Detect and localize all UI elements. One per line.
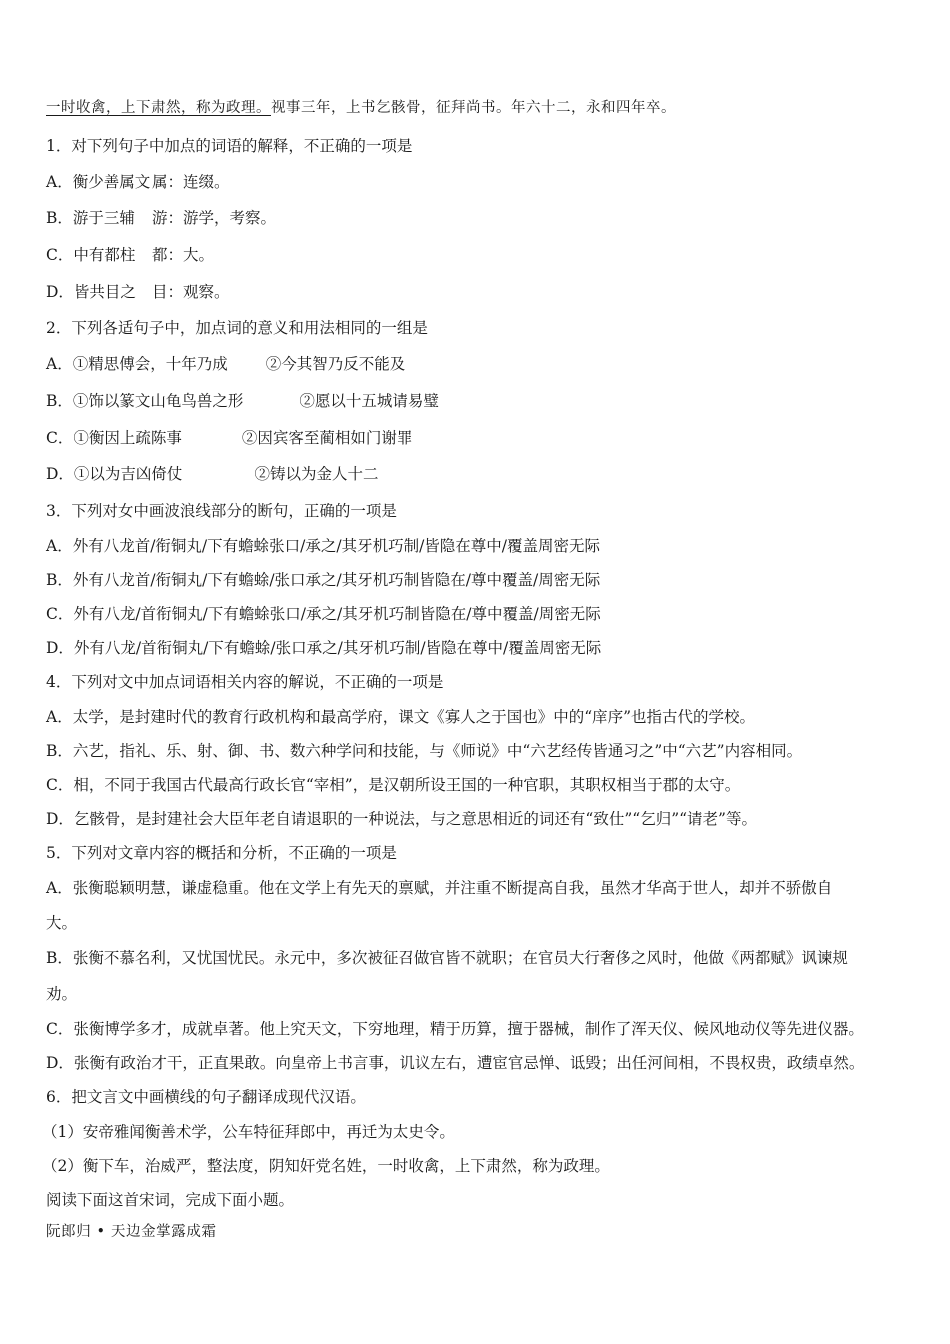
q1-option-a [46, 172, 230, 192]
q2-option-first: A．①精思傅会，十年乃成 [46, 355, 228, 373]
q6-stem: 6．把文言文中画横线的句子翻译成现代汉语。 [46, 1088, 366, 1106]
q1-option-gloss: 属：连缀。 [152, 173, 230, 191]
q4-option-b: B．六艺，指礼、乐、射、御、书、数六种学问和技能，与《师说》中“六艺经传皆通习之”中“六艺”内容相同。 [46, 742, 803, 760]
q1-option-gloss: 目：观察。 [152, 283, 230, 301]
q2-stem: 2．下列各适句子中，加点词的意义和用法相同的一组是 [46, 319, 428, 337]
q5-option-b-line2: 劝。 [46, 985, 78, 1003]
q2-option-second: ②因宾客至蔺相如门谢罪 [241, 429, 413, 447]
q2-option-d [46, 464, 378, 484]
q2-option-second: ②今其智乃反不能及 [265, 355, 406, 373]
q3-option-a: A．外有八龙首/衔铜丸/下有蟾蜍张口/承之/其牙机巧制/皆隐在尊中/覆盖周密无际 [46, 537, 601, 555]
reading-instruction: 阅读下面这首宋词，完成下面小题。 [46, 1191, 295, 1209]
q3-option-b: B．外有八龙首/衔铜丸/下有蟾蜍/张口承之/其牙机巧制皆隐在/尊中覆盖/周密无际 [46, 571, 601, 589]
q4-stem: 4．下列对文中加点词语相关内容的解说，不正确的一项是 [46, 673, 444, 691]
q4-option-c: C．相，不同于我国古代最高行政长官“宰相”，是汉朝所设王国的一种官职，其职权相当于郡的太守。 [46, 776, 741, 794]
intro-underlined-sentence: 一时收禽，上下肃然，称为政理。 [46, 100, 271, 116]
q6-sentence-1: （1）安帝雅闻衡善术学，公车特征拜郎中，再迁为太史令。 [42, 1123, 455, 1141]
q2-option-second: ②愿以十五城请易璧 [299, 392, 439, 410]
q1-stem: 1．对下列句子中加点的词语的解释，不正确的一项是 [46, 137, 413, 155]
q1-option-gloss: 都：大。 [152, 246, 215, 264]
q2-option-c [46, 428, 412, 448]
q5-option-a-line2: 大。 [46, 914, 78, 932]
q2-option-a [46, 354, 405, 374]
intro-line [46, 98, 676, 118]
q1-option-gloss: 游：游学，考察。 [152, 209, 277, 227]
q1-option-b [46, 208, 276, 228]
q2-option-first: B．①饰以篆文山龟鸟兽之形 [46, 392, 244, 410]
q5-option-c: C．张衡博学多才，成就卓著。他上究天文，下穷地理，精于历算，擅于器械，制作了浑天仪、候风地动仪等先进仪器。 [46, 1020, 864, 1038]
q2-option-second: ②铸以为金人十二 [254, 465, 379, 483]
q3-option-c: C．外有八龙/首衔铜丸/下有蟾蜍张口/承之/其牙机巧制皆隐在/尊中覆盖/周密无际 [46, 605, 601, 623]
poem-title: 阮郎归 • 天边金掌露成霜 [46, 1224, 217, 1240]
intro-rest: 视事三年，上书乞骸骨，征拜尚书。年六十二，永和四年卒。 [271, 100, 676, 116]
q3-option-d: D．外有八龙/首衔铜丸/下有蟾蜍/张口承之/其牙机巧制/皆隐在尊中/覆盖周密无际 [46, 639, 602, 657]
q2-option-b [46, 391, 439, 411]
q5-option-d: D．张衡有政治才干，正直果敢。向皇帝上书言事，讥议左右，遭宦官忌惮、诋毁；出任河间相，不畏权贵，政绩卓然。 [46, 1054, 865, 1072]
q1-option-label: B．游于三辅 [46, 209, 135, 227]
q1-option-label: C．中有都柱 [46, 246, 136, 264]
q1-option-label: A．衡少善属文 [46, 173, 151, 191]
q3-stem: 3．下列对女中画波浪线部分的断句，正确的一项是 [46, 502, 397, 520]
q5-option-a-line1: A．张衡聪颖明慧，谦虚稳重。他在文学上有先天的禀赋，并注重不断提高自我，虽然才华高于世人，却并不骄傲自 [46, 879, 833, 897]
q6-sentence-2: （2）衡下车，治威严，整法度，阴知奸党名姓，一时收禽，上下肃然，称为政理。 [42, 1157, 610, 1175]
q2-option-first: D．①以为吉凶倚仗 [46, 465, 183, 483]
q1-option-d [46, 282, 230, 302]
q4-option-a: A．太学，是封建时代的教育行政机构和最高学府，课文《寡人之于国也》中的“庠序”也指古代的学校。 [46, 708, 756, 726]
q2-option-first: C．①衡因上疏陈事 [46, 429, 182, 447]
q4-option-d: D．乞骸骨，是封建社会大臣年老自请退职的一种说法，与之意思相近的词还有“致仕”“乞归”“请老”等。 [46, 810, 757, 828]
q1-option-c [46, 245, 214, 265]
q5-option-b-line1: B．张衡不慕名利，又忧国忧民。永元中，多次被征召做官皆不就职；在官员大行奢侈之风时，他做《两都赋》讽谏规 [46, 949, 848, 967]
q1-option-label: D．皆共目之 [46, 283, 136, 301]
q5-stem: 5．下列对文章内容的概括和分析，不正确的一项是 [46, 844, 397, 862]
